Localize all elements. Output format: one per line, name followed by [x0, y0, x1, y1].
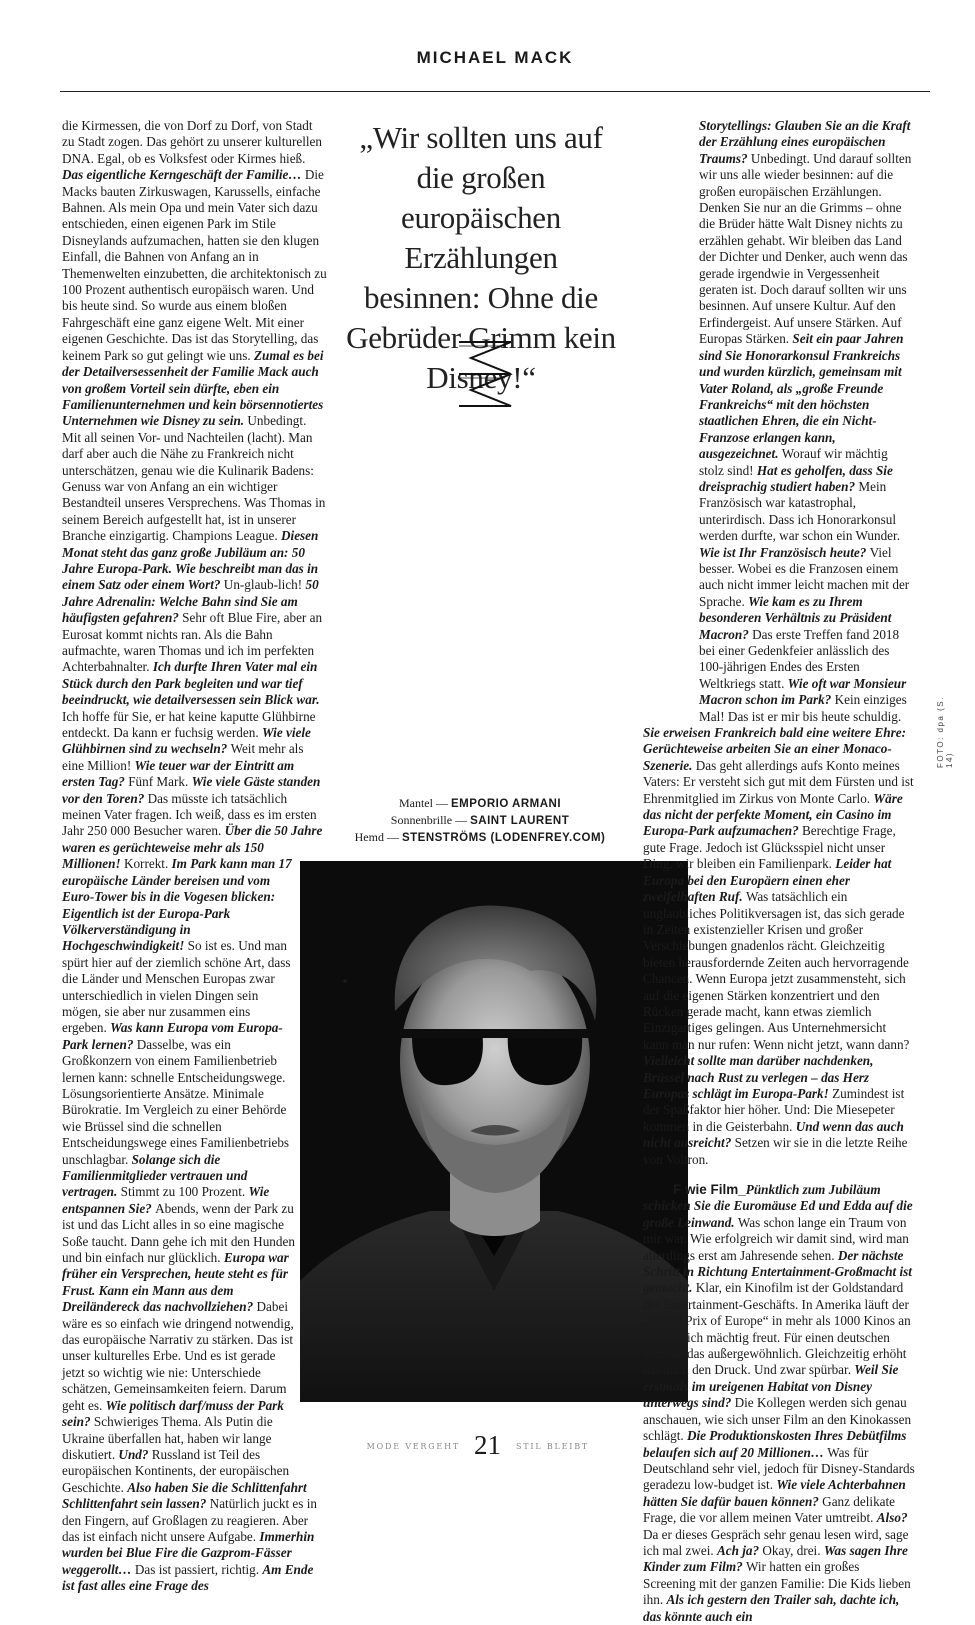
portrait-illustration	[300, 861, 688, 1402]
interview-answer: Stimmt zu 100 Prozent.	[120, 1184, 249, 1200]
interview-answer: Die Macks bauten Zirkuswagen, Karussells, einfache Bahnen. Als mein Opa und mein Vater sich dazu entschieden, einen eigenen Park im Stile Disneylands aufzumachen, hatten sie den klugen Einfall, die Bahnen von Anfang an in Themenwelten einzubetten, die architektonisch zu 100 Prozent authentisch europäisch waren. Und bis heute sind. So wurde aus einem bloßen Fahrgeschäft eine ganz eigene Welt. Mit einer eigenen Geschichte. Das ist das Storytelling, das keinem Park so gut gelingt wie uns.	[62, 167, 327, 363]
interview-answer: Die Kollegen werden sich genau anschauen, wie sich unser Film an den Kinokassen schlägt.	[643, 1395, 912, 1444]
page-header	[60, 44, 930, 92]
interview-question: Wie teuer war der Eintritt am ersten Tag?	[62, 757, 295, 790]
interview-question: Pünktlich zum Jubiläum schicken Sie die Euromäuse Ed und Edda auf die große Leinwand.	[643, 1182, 913, 1230]
pull-quote: „Wir sollten uns auf die großen europäischen Erzählungen besinnen: Ohne die Gebrüder Grimm kein Disney!“	[346, 120, 616, 395]
interview-question: Solange sich die Familienmitglieder vertrauen und vertragen.	[62, 1151, 248, 1200]
interview-answer: Dabei wäre es so einfach wie dringend notwendig, das europäische Narrativ zu stärken. Das ist unser kulturelles Erbe. Und es ist gerade jetzt so wichtig wie nie: Unterschiede schätzen, Gemeinsamkeiten feiern. Darum geht es.	[62, 1299, 294, 1413]
interview-question: Wie viele Achterbahnen hätten Sie dafür bauen können?	[643, 1477, 906, 1509]
interview-answer: Unbedingt. Und darauf sollten wir uns alle wieder besinnen: auf die großen europäischen Erzählungen. Denken Sie nur an die Grimms – ohne die Brüder hätte Walt Disney nichts zu erzählen gehabt. Wir bleiben das Land der Dichter und Denker, auch wenn das gerade irgendwie in Vergessenheit geraten ist. Doch darauf sollten wir uns besinnen. Auf unsere Kultur. Auf den Erfindergeist. Auf unsere Stärken. Auf Europas Stärken.	[699, 150, 912, 347]
interview-answer: Das ist passiert, richtig.	[134, 1561, 263, 1577]
interview-answer: Russland ist Teil des europäischen Kontinents, der europäischen Geschichte.	[62, 1446, 290, 1495]
credit-brand: SAINT LAURENT	[470, 815, 570, 827]
interview-question: Ach ja?	[716, 1542, 763, 1558]
interview-question: Hat es geholfen, dass Sie dreisprachig studiert haben?	[699, 462, 893, 494]
interview-question: Über die 50 Jahre waren es gerüchteweise mehr als 150 Millionen!	[62, 823, 323, 872]
credit-dash: —	[386, 830, 399, 844]
interview-answer: Schwieriges Thema. Als Putin die Ukraine überfallen hat, haben wir lange diskutiert.	[62, 1414, 273, 1462]
interview-question: Also?	[876, 1510, 908, 1526]
article-text-left	[62, 118, 328, 1595]
interview-answer: die Kirmessen, die von Dorf zu Dorf, von Stadt zu Stadt zogen. Das gehört zu unserer kulturellen DNA. Egal, ob es Volksfest oder Kirmes hieß.	[62, 118, 323, 166]
interview-question: Immerhin wurden bei Blue Fire die Gazprom-Fässer weggerollt…	[62, 1528, 315, 1577]
interview-question: Und?	[118, 1446, 152, 1462]
interview-question: Ich durfte Ihren Vater mal ein Stück durch den Park begleiten und war tief beeindruckt, wie detailversessen sein Blick war.	[62, 659, 320, 708]
interview-answer: Da er dieses Gespräch sehr genau lesen wird, sage ich mal zwei.	[643, 1526, 909, 1558]
interview-answer: Weit mehr als eine Million!	[62, 741, 304, 773]
interview-answer: Berechtige Frage, gute Frage. Jedoch ist Glücksspiel nicht unser Ding, wir bleiben ein Familienpark.	[643, 823, 896, 872]
interview-question: Im Park kann man 17 europäische Länder bereisen und vom Euro-Tower bis in die Vogesen blicken: Eigentlich ist der Europa-Park Völkerverständigung in Hochgeschwindigkeit!	[62, 856, 292, 954]
interview-answer: Klar, ein Kinofilm ist der Goldstandard des Entertainment-Geschäfts. In Amerika läuft der „Grand Prix of Europe“ in mehr als 1000 Kinos an – was mich mächtig freut. Für einen deutschen Film ist das außergewöhnlich. Gleichzeitig erhöht das auch den Druck. Und zwar spürbar.	[643, 1280, 911, 1378]
interview-question: 50 Jahre Adrenalin: Welche Bahn sind Sie am häufigsten gefahren?	[62, 577, 319, 626]
interview-answer: Kein einziges Mal! Das ist er mir bis heute schuldig.	[699, 692, 907, 724]
interview-question: Als ich gestern den Trailer sah, dachte ich, das könnte auch ein	[643, 1592, 900, 1624]
interview-question: Europa war früher ein Versprechen, heute steht es für Frust. Kann ein Mann aus dem Dreiländereck das nachvollziehen?	[62, 1250, 289, 1315]
interview-question: Was sagen Ihre Kinder zum Film?	[643, 1542, 908, 1575]
interview-answer: Ganz delikate Frage, die vor allem meinen Vater umtreibt.	[643, 1493, 896, 1526]
credit-item: Mantel	[398, 796, 433, 810]
credit-dash: —	[435, 796, 448, 810]
interview-question: Seit ein paar Jahren sind Sie Honorarkonsul Frankreichs und wurden kürzlich, gemeinsam mit Vater Roland, als „große Freunde Frankreichs“ mit den höchsten staatlichen Ehren, die ein Nicht-Franzose erlangen kann, ausgezeichnet.	[699, 331, 904, 462]
interview-question: Wie viele Glühbirnen sind zu wechseln?	[62, 725, 311, 757]
interview-answer: Ich hoffe für Sie, er hat keine kaputte Glühbirne entdeckt. Da kann er fuchsig werden.	[62, 708, 316, 741]
interview-question: Weil Sie erstmals im ureigenen Habitat von Disney unterwegs sind?	[643, 1362, 899, 1411]
interview-question: Zumal es bei der Detailversessenheit der Familie Mack auch von großem Vorteil sein dürfte, eben ein Familienunternehmen und kein börsennotiertes Unternehmen wie Disney zu sein.	[62, 347, 324, 429]
interview-answer: Wir hatten ein großes Screening mit der ganzen Familie: Die Kids lieben ihn.	[643, 1559, 911, 1608]
credit-item: Sonnenbrille	[390, 813, 453, 827]
interview-question: Wie entspannen Sie?	[62, 1184, 270, 1216]
interview-answer: Dasselbe, was ein Großkonzern von einem Familienbetrieb lernen kann: schnelle Entscheidungswege. Lösungsorientierte Ansätze. Minimale Bürokratie. Im Vergleich zu einer Behörde wie Brüssel sind die schnellen Entscheidungswege eines Familienbetriebs unschlagbar.	[62, 1036, 290, 1167]
interview-answer: Natürlich juckt es in den Fingern, auf Großlagen zu reagieren. Aber das ist einfach nicht unsere Aufgabe.	[62, 1496, 317, 1544]
interview-answer: Was für Deutschland sehr viel, jedoch für Disney-Standards geradezu low-budget ist.	[643, 1444, 915, 1493]
article-column-left	[62, 118, 328, 1594]
interview-answer: Mein Französisch war katastrophal, unterirdisch. Dass ich Honorarkonsul werden durfte, war schon ein Wunder.	[699, 478, 900, 544]
interview-answer: Un-glaub-lich!	[223, 577, 306, 593]
interview-question: Wie politisch darf/muss der Park sein?	[62, 1397, 284, 1430]
interview-question: Diesen Monat steht das ganz große Jubiläum an: 50 Jahre Europa-Park. Wie beschreibt man das in einem Satz oder einem Wort?	[62, 528, 319, 593]
interview-question: Wie viele Gäste standen vor den Toren?	[62, 774, 321, 806]
interview-answer: Das geht allerdings aufs Konto meines Vaters: Er versteht sich gut mit dem Fürsten und ist Ehrenmitglied im Zirkus von Monte Carlo.	[643, 757, 914, 806]
interview-question: Und wenn das auch nicht ausreicht?	[643, 1118, 904, 1151]
interview-answer: Abends, wenn der Park zu ist und das Licht alles in so eine magische Soße taucht. Dann gehe ich mit den Hunden und bin einfach nur glücklich.	[62, 1200, 295, 1266]
interview-answer: Setzen wir sie in die letzte Reihe von Voltron.	[643, 1135, 908, 1167]
interview-question: Das eigentliche Kerngeschäft der Familie…	[62, 167, 305, 183]
credit-line	[330, 829, 630, 846]
interview-answer: Sehr oft Blue Fire, aber an Eurosat kommt nichts ran. Als die Bahn aufmachte, waren Thomas und ich im perfekten Achterbahnalter.	[62, 610, 323, 675]
interview-question: Wie oft war Monsieur Macron schon im Park?	[699, 675, 907, 708]
interview-answer: Worauf wir mächtig stolz sind!	[699, 446, 888, 478]
page-number: 21	[474, 1430, 501, 1460]
interview-question: Was kann Europa vom Europa-Park lernen?	[62, 1020, 283, 1052]
interview-question: Also haben Sie die Schlittenfahrt Schlittenfahrt sein lassen?	[62, 1479, 307, 1512]
interview-answer: Okay, drei.	[762, 1542, 824, 1558]
section-film	[643, 1182, 915, 1625]
author-name: MICHAEL MACK	[416, 48, 574, 67]
interview-question: Sie erweisen Frankreich bald eine weitere Ehre: Gerüchteweise arbeiten Sie an einer Monaco-Szenerie.	[643, 725, 907, 773]
credit-brand: STENSTRÖMS (LODENFREY.COM)	[401, 832, 606, 844]
interview-answer: Was tatsächlich ein unglaubliches Politikversagen ist, das sich gerade in Zeiten existenzieller Krisen und großer Verschiebungen gnadenlos rächt. Gleichzeitig bieten herausfordernde Zeiten auch hervorragende Chancen. Wenn Europa jetzt zusammensteht, sich auf die eigenen Stärken konzentriert und den Rücken gerade macht, kann etwas ziemlich Einzigartiges gelingen. Aus Unternehmersicht kann man nur rufen: Wenn nicht jetzt, wann dann?	[643, 889, 910, 1052]
interview-answer: Das müsste ich tatsächlich meinen Vater fragen. Ich weiß, dass es im ersten Jahr 250 000 Besucher waren.	[62, 790, 317, 839]
interview-question: Der nächste Schritt in Richtung Entertainment-Großmacht ist gemacht.	[643, 1247, 912, 1296]
interview-question: Am Ende ist fast alles eine Frage des	[62, 1561, 314, 1594]
article-column-right	[643, 118, 915, 1624]
photo-credit: FOTO: dpa (S. 14)	[936, 696, 954, 768]
mm-monogram-logo	[455, 338, 515, 410]
interview-question: Wie ist Ihr Französisch heute?	[699, 544, 870, 560]
interview-answer: Viel besser. Wobei es die Franzosen einem auch nicht immer leicht machen mit der Sprache.	[699, 544, 910, 609]
interview-question: Vielleicht sollte man darüber nachdenken, Brüssel nach Rust zu verlegen – das Herz Europas schlägt im Europa-Park!	[643, 1053, 874, 1101]
interview-question: Die Produktionskosten Ihres Debütfilms belaufen sich auf 20 Millionen…	[643, 1428, 907, 1460]
interview-answer: Unbedingt. Mit all seinen Vor- und Nachteilen (lacht). Man darf aber auch die Nähe zu Frankreich nicht unterschätzen, genau wie die Kulinarik Badens: Genuss war von Anfang an ein wichtiger Bestandteil unseres Versprechens. Was Thomas in seinem Bereich aufgestellt hat, ist in unserer Branche einzigartig. Champions League.	[62, 413, 326, 544]
interview-answer: Zumindest ist der Spaßfaktor hier höher. Und: Die Miesepeter kommen in die Geisterbahn.	[643, 1085, 905, 1134]
section-heading: F wie Film_	[673, 1182, 746, 1197]
interview-question: Wie kam es zu Ihrem besonderen Verhältnis zu Präsident Macron?	[699, 593, 892, 642]
interview-answer: Fünf Mark.	[128, 774, 192, 790]
footer-right-text: STIL BLEIBT	[516, 1442, 590, 1451]
fashion-credits	[330, 795, 630, 846]
interview-question: Wäre das nicht der perfekte Moment, ein Casino im Europa-Park aufzumachen?	[643, 790, 903, 839]
interview-question: Leider hat Europa bei den Europäern einen eher zweifelhaften Ruf.	[643, 856, 892, 905]
credit-brand: EMPORIO ARMANI	[450, 798, 562, 810]
credit-item: Hemd	[354, 830, 384, 844]
footer-left-text: MODE VERGEHT	[366, 1442, 460, 1451]
page-footer	[0, 1428, 975, 1468]
interview-question: Storytellings: Glauben Sie an die Kraft der Erzählung eines europäischen Traums?	[699, 118, 911, 166]
credit-dash: —	[455, 813, 468, 827]
interview-answer: Was schon lange ein Traum von mir war. Wie erfolgreich wir damit sind, wird man allerdings erst am Jahresende sehen.	[643, 1214, 909, 1263]
interview-answer: Korrekt.	[123, 856, 172, 872]
interview-answer: Das erste Treffen fand 2018 bei einer Gedenkfeier anlässlich des 100-jährigen Endes des Ersten Weltkriegs statt.	[699, 626, 900, 691]
credit-line	[330, 795, 630, 812]
interview-answer: So ist es. Und man spürt hier auf der ziemlich schöne Art, dass die Länder und Menschen Europas zwar unterschiedlich in vielen Dingen sein mögen, sie aber nur zusammen eins ergeben.	[62, 938, 291, 1036]
portrait-photo	[300, 861, 688, 1402]
photo-wrap-spacer	[643, 118, 699, 718]
credit-line	[330, 812, 630, 829]
